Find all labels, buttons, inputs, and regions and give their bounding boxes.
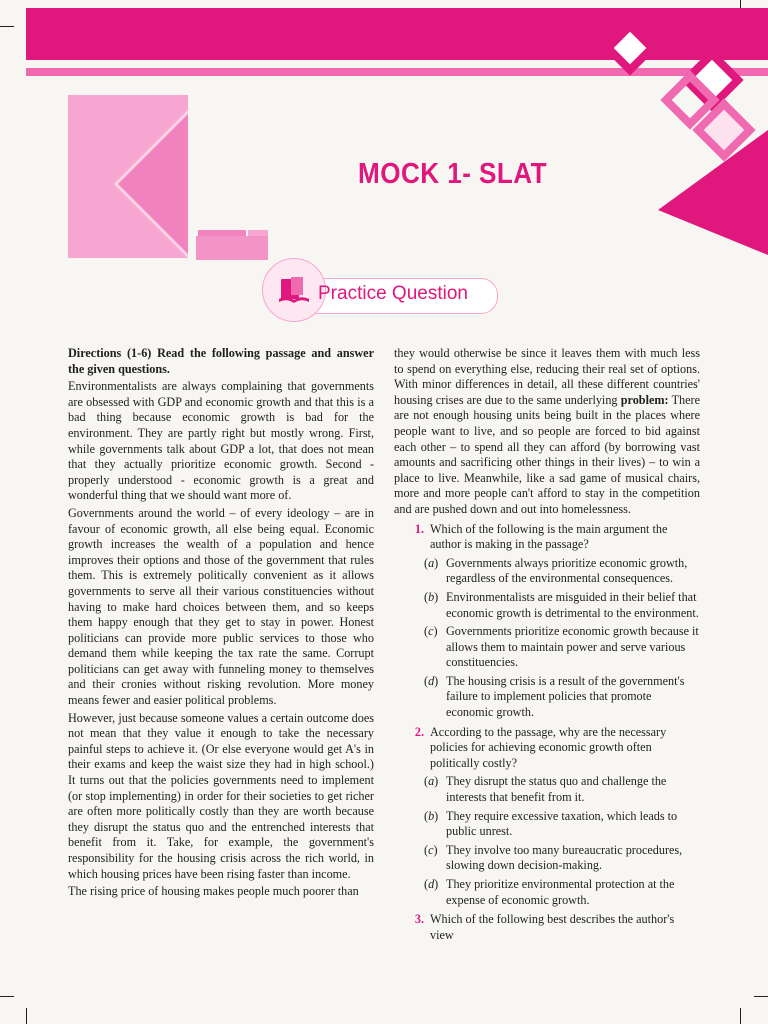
practice-question-badge [262, 258, 498, 324]
option-label: (b) [424, 589, 439, 604]
option-text: They involve too many bureaucratic procedures, slowing down decision-making. [446, 842, 683, 873]
option-label: (c) [424, 842, 438, 857]
option[interactable] [424, 843, 700, 874]
option[interactable] [424, 877, 700, 908]
questions-column [394, 346, 700, 943]
question-text: Which of the following best describes the author's view [430, 912, 675, 942]
passage-paragraph: Governments around the world – of every ideology – are in favour of economic growth, all else being equal. Economic growth increases the wealth of a population and hence improves their options and those of the government that rules them. This is extremely politically convenient as it allows governments to serve all their various constituencies without having to make hard choices between them, and so keeps them happy enough that they get to stay in power. Honest politicians can provide more public services to those who demand them while keeping the tax rate the same. Corrupt politicians can get away with funneling money to themselves and their cronies without risking revolution. More money means fewer and easier political problems. [68, 505, 374, 708]
diamond-decoration [548, 0, 768, 260]
option-label: (a) [424, 555, 439, 570]
option-label: (b) [424, 808, 439, 823]
question-text: Which of the following is the main argument the author is making in the passage? [430, 521, 668, 552]
option-text: Governments prioritize economic growth because it allows them to maintain power and serve various constituencies. [446, 624, 699, 670]
passage-column [68, 346, 374, 902]
option-label: (d) [424, 877, 439, 891]
option-label: (c) [424, 624, 438, 639]
question [394, 725, 700, 909]
crop-mark [26, 1008, 27, 1024]
continuation-text: There are not enough housing units being built in the places where people want to live, and so people are forced to bid against each other – to spend all they can afford (by borrowing vast amounts and sacrificing other things in their lives) – to win a place to live. Meanwhile, like a sad game of musical chairs, more and more people can't afford to stay in the competition and are pushed down and out into homelessness. [394, 392, 700, 516]
option[interactable] [424, 624, 700, 671]
passage-paragraph: Environmentalists are always complaining that governments are obsessed with GDP and economic growth and that this is a bad thing because economic growth is bad for the environment. They are partly right but mostly wrong. First, while governments talk about GDP a lot, that does not mean that they actually prioritize economic growth. Second - properly understood - economic growth is a great and wonderful thing that we should want more of. [68, 379, 374, 503]
option[interactable] [424, 774, 700, 805]
crop-mark [0, 996, 14, 997]
continuation-text: they would otherwise be since it leaves them with much less to spend on everything else, reducing their real set of options. With minor differences in detail, all these different countries' housing crises are due to the same underlying [394, 346, 700, 407]
badge-label: Practice Question [318, 283, 468, 304]
question-number: 1. [414, 521, 424, 536]
option[interactable] [424, 809, 700, 840]
passage-paragraph: The rising price of housing makes people much poorer than [68, 884, 359, 899]
crop-mark [754, 996, 768, 997]
option-text: They prioritize environmental protection at the expense of economic growth. [446, 877, 675, 907]
question [394, 912, 700, 943]
question-number: 3. [414, 912, 424, 927]
question-text: According to the passage, why are the necessary policies for achieving economic growth often politically costly? [430, 724, 667, 770]
option-text: They require excessive taxation, which leads to public unrest. [446, 808, 678, 839]
option-text: The housing crisis is a result of the government's failure to implement policies that promote economic growth. [446, 673, 685, 720]
question-number: 2. [414, 724, 424, 739]
option-text: They disrupt the status quo and challenge the interests that benefit from it. [446, 774, 667, 805]
option[interactable] [424, 590, 700, 621]
crop-mark [740, 1008, 741, 1024]
continuation-bold: problem: [620, 392, 669, 407]
question [394, 522, 700, 721]
passage-paragraph: However, just because someone values a certain outcome does not mean that they value it enough to take the necessary painful steps to achieve it. (Or else everyone would get A's in their exams and keep the waist size they had in high school.) It turns out that the policies governments need to implement (or stop implementing) in order for their societies to get richer are often more politically costly than they are worth because they disrupt the status quo and the entrenched interests that benefit from it. Take, for example, the government's responsibility for the housing crisis across the rich world, in which housing prices have been rising faster than income. [68, 710, 374, 881]
option[interactable] [424, 674, 700, 721]
page-title: MOCK 1- SLAT [358, 158, 548, 190]
option-label: (a) [424, 774, 439, 789]
option[interactable] [424, 556, 700, 587]
badge-circle [262, 258, 326, 322]
option-text: Environmentalists are misguided in their belief that economic growth is detrimental to the environment. [446, 589, 699, 620]
passage-continuation [394, 346, 700, 518]
option-label: (d) [424, 673, 439, 688]
directions: Directions (1-6) Read the following passage and answer the given questions. [68, 346, 374, 376]
option-text: Governments always prioritize economic growth, regardless of the environmental consequences. [446, 555, 688, 586]
book-icon [277, 273, 311, 307]
